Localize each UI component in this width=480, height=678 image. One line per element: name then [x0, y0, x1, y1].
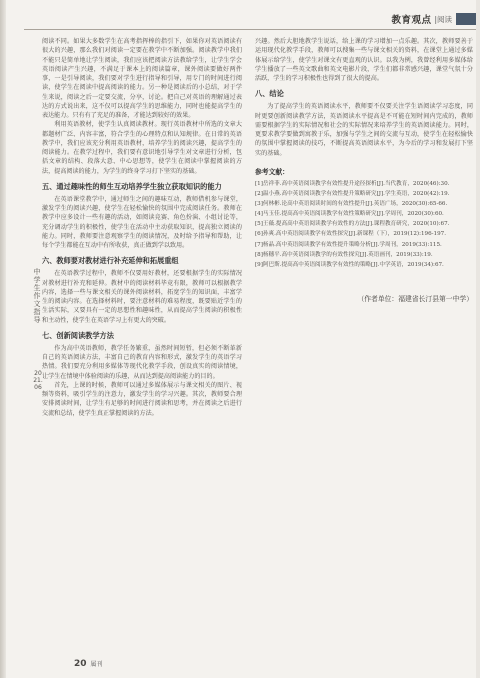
- reference-item: [9]阿巴斯.提高高中英语阅读教学有效性的策略[J].中学英语，2019(34):67.: [255, 261, 444, 268]
- paragraph: 在英语教学过程中，教师不仅要用好教材，还要根据学生的实际情况对教材进行补充和延伸。教材中的阅读材料毕竟有限，教师可以根据教学内容，选择一些与课文相关的课外阅读材料，拓宽学生的知识面，丰富学生的阅读内容。在选择材料时，要注意材料的难易程度，既要贴近学生的生活实际，又要具有一定的思想性和趣味性，从而提高学生阅读的积极性和主动性，使学生在英语学习上有更大的突破。: [42, 270, 242, 324]
- references-title: 参考文献：: [255, 167, 289, 176]
- section-heading: 五、通过趣味性的师生互动培养学生独立获取知识的能力: [42, 181, 222, 191]
- reference-item: [8]杨穗平.高中英语阅读教学的有效性探究[J].英语画刊，2019(33):19.: [255, 251, 433, 258]
- paragraph: 为了提高学生的英语阅读水平，教师要不仅要关注学生语阅读学习态度，同时更要创新阅读教学方法，英语阅读水平提高是不可能在短时间内完成的，教师需要根据学生的实际情况和社会的实际情况来培养学生的英语阅读能力。同时，更要求教学要做到寓教于乐，加强与学生之间的交流与互动，使学生在轻松愉快的氛围中掌握阅读的技巧，不断提高英语阅读水平，为今后的学习和发展打下坚实的基础。: [255, 103, 473, 157]
- section-title: 教育观点: [391, 15, 432, 26]
- author-affiliation: （作者单位：福建省长汀县第一中学）: [357, 295, 473, 304]
- paragraph: 作为高中英语教师，教学任务繁重，虽然时间短暂，但必须不断革新自己的英语阅读方法，丰富自己的教育内容和形式，激发学生的英语学习热情。我们要充分利用多媒体等现代化教学手段，创设真实的阅读情境，让学生在情境中体验阅读的乐趣，从而达到提高阅读能力的目的。: [42, 344, 242, 380]
- paragraph: 利用英语教材，使学生认真阅读教材。现行英语教材中所选的文章大都题材广泛、内容丰富，符合学生的心理特点和认知规律。在日常的英语教学中，我们应该充分利用英语教材，培养学生的阅读兴趣，提高学生的阅读能力。在教学过程中，我们要有意识地引导学生对文章进行分析，包括文章的结构、段落大意、中心思想等，使学生在阅读中掌握阅读的方法，提高阅读的能力，为学生的终身学习打下坚实的基础。: [42, 121, 242, 175]
- header-rule: [24, 29, 476, 30]
- paragraph: 兴趣。然后大胆地教学生说话，给上课的学习增加一点乐趣。其次，教师要善于运用现代化教学手段，教师可以搜集一些与课文相关的资料，在课堂上通过多媒体展示给学生，使学生对课文有更直观的认识。以我为例，我曾经利用多媒体给学生播放了一些英文歌曲和英文电影片段，学生们都非常感兴趣，课堂气氛十分活跃，学生的学习积极性也得到了很大的提高。: [255, 38, 473, 82]
- right-column-body: [255, 37, 473, 158]
- reference-item: [4]马玉佳.提高高中英语阅读教学有效性策略研究[J].学周刊，2020(30):60.: [255, 211, 444, 218]
- page-number: 20: [74, 659, 87, 669]
- references-list: [255, 180, 473, 269]
- spine-issue-date: 2021.06: [33, 370, 43, 391]
- paragraph: 在英语课堂教学中，通过师生之间的趣味互动，教师借机参与课堂，激发学生的阅读兴趣，使学生在轻松愉快的氛围中完成阅读任务。教师在教学中应多设计一些有趣的活动，如阅读竞赛、角色扮演、小组讨论等，充分调动学生的积极性，使学生在活动中主动获取知识，提高独立阅读的能力。同时，教师要注意观察学生的阅读情况，及时给予指导和帮助，让每个学生都能在互动中有所收获，真正做到学以致用。: [42, 195, 242, 249]
- reference-item: [6]孙爽.高中英语阅读教学有效性探究[J].新课程（下），2019(12):196-197.: [255, 231, 446, 238]
- left-column: [42, 37, 242, 418]
- right-column: [255, 37, 473, 305]
- section-heading: 八、结论: [255, 89, 284, 99]
- page-footer: [74, 659, 103, 669]
- paragraph: 阅读不同。如果大多数学生在高考指挥棒的指引下，如果你对英语阅读有很大的兴趣，那么我们对阅读一定要在教学中不断加强。阅读教学中我们不能只是简单地让学生阅读，我们应该把阅读方法教给学生，让学生学会英语阅读产生兴趣，不满足于课本上的阅读篇章，课外阅读要做好两件事，一是引导阅读，我们要对学生进行指导和引导，用专门的时间进行阅读，使学生在阅读中提高阅读的能力。另一种是阅读后的小总结，对于学生来说，阅读之后一定要交流，分享，讨论。把自己对英语的理解通过表达的方式说出来，这不仅可以提高学生的思维能力，同时也能提高学生的表达能力。只有有了充足的准备，才能达到较好的效果。: [42, 38, 242, 119]
- footer-journal: 属刊: [90, 661, 103, 668]
- paragraph: 首先，上课的时候，教师可以通过多媒体展示与课文相关的图片、视频等资料，吸引学生的注意力，激发学生的学习兴趣。其次，教师要合理安排阅读时间，让学生有足够的时间进行阅读和思考，并在阅读之后进行交流和总结，使学生真正掌握阅读的方法。: [42, 381, 242, 417]
- section-heading: 七、创新阅读教学方法: [42, 330, 114, 340]
- spine-journal-name: 中学生作文指导: [33, 268, 41, 324]
- header-color-tab: [456, 13, 476, 25]
- journal-page: [6, 0, 476, 678]
- reference-item: [7]杨晶.高中英语阅读教学有效性提升策略分析[J].学周刊，2019(33):115.: [255, 241, 442, 248]
- reference-item: [3]何林彬.论高中英语阅读时间的有效性提升[J].英语广场，2020(30):65-66.: [255, 201, 448, 208]
- page-header: [391, 12, 476, 26]
- section-heading: 六、教师要对教材进行补充延伸和拓展重组: [42, 256, 179, 266]
- reference-item: [5]王薇.提高高中英语阅读教学有效性的方法[J].课程教育研究，2020(10):67.: [255, 221, 450, 228]
- section-subtitle: |阅读: [434, 14, 452, 24]
- reference-item: [1]岳祥菲.高中英语阅读教学有效性提升途径探析[J].当代教育，2020(46):30.: [255, 181, 450, 187]
- reference-item: [2]温小燕.高中英语阅读教学有效性提升策略研究[J].学生英语，2020(42):19.: [255, 191, 450, 198]
